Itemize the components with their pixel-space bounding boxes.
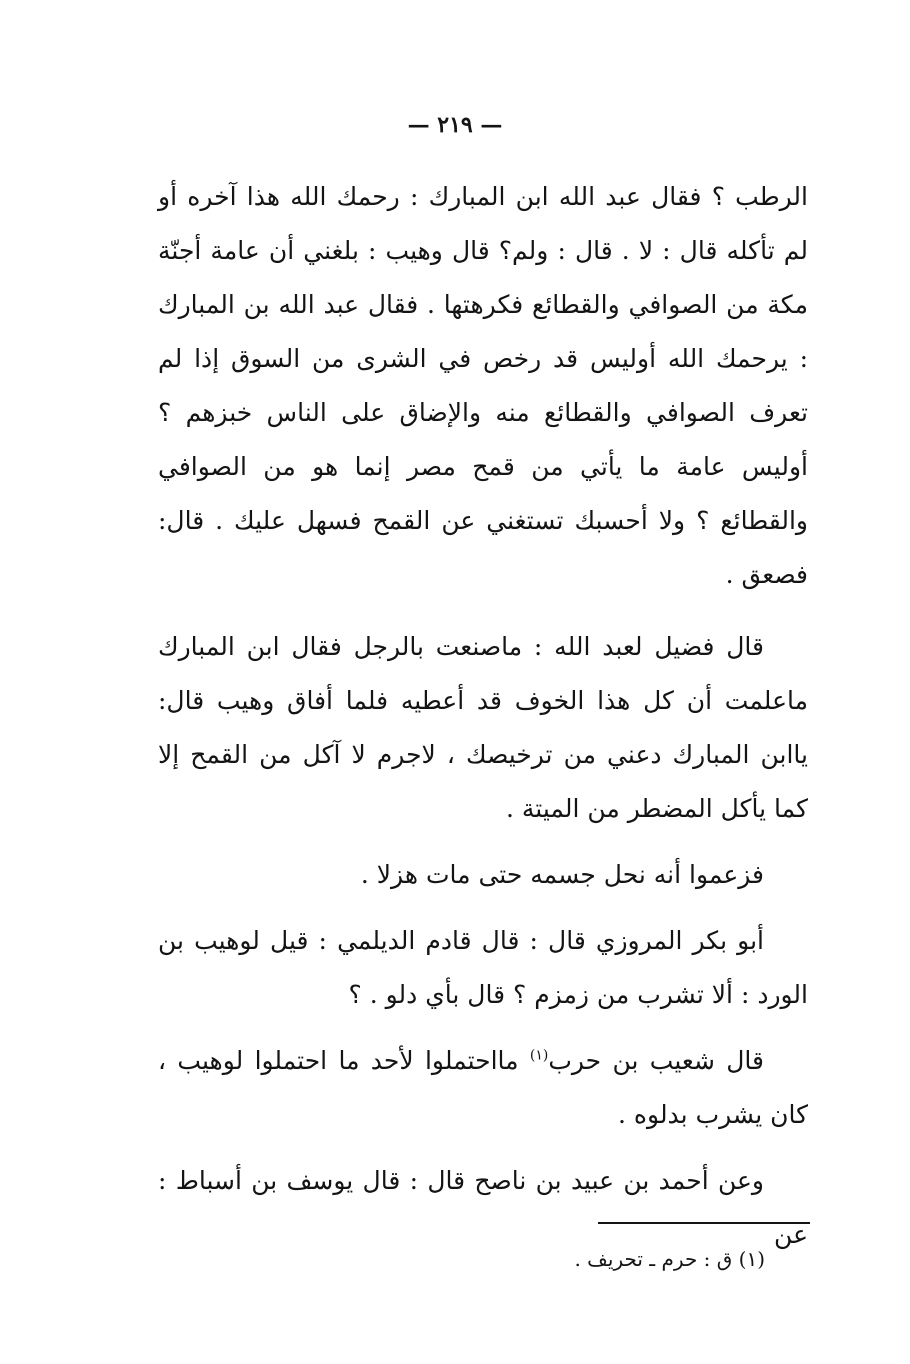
paragraph: فزعموا أنه نحل جسمه حتى مات هزلا . [360, 860, 764, 889]
paragraph: الرطب ؟ فقال عبد الله ابن المبارك : رحمك الله هذا آخره أو لم تأكله قال : لا . قال : ولم؟ قال وهيب : بلغني أن عامة أجنّة مكة من الصوافي والقطائع فكرهتها . فقال عبد الله بن المبارك : يرحمك الله أوليس قد رخص في الشرى من السوق إذا لم تعرف الصوافي والقطائع منه والإضاق على الناس خبزهم ؟ أوليس عامة ما يأتي من قمح مصر إنما هو من الصوافي والقطائع ؟ ولا أحسبك تستغني عن القمح فسهل عليك . قال: فصعق . [158, 182, 808, 589]
footnote-reference: (١) [529, 1047, 549, 1064]
paragraph: أبو بكر المروزي قال : قال قادم الديلمي : قيل لوهيب بن الورد : ألا تشرب من زمزم ؟ قال بأي دلو . ؟ [158, 926, 808, 1009]
paragraph: قال فضيل لعبد الله : ماصنعت بالرجل فقال ابن المبارك ماعلمت أن كل هذا الخوف قد أعطيه فلما أفاق وهيب قال: ياابن المبارك دعني من ترخيصك ، لاجرم لا آكل من القمح إلا كما يأكل المضطر من الميتة . [158, 632, 808, 823]
paragraph [158, 1034, 808, 1142]
page-number: — ٢١٩ — [407, 112, 503, 138]
footnote: (١) ق : حرم ـ تحريف . [574, 1247, 765, 1271]
footnote-divider [598, 1222, 810, 1224]
paragraph: وعن أحمد بن عبيد بن ناصح قال : قال يوسف بن أسباط : عن [158, 1166, 808, 1249]
paragraph-text: قال شعيب بن حرب [548, 1046, 764, 1075]
main-text [158, 170, 808, 1274]
paragraph-text: مااحتملوا لأحد ما احتملوا لوهيب ، كان يشرب بدلوه . [158, 1046, 808, 1129]
